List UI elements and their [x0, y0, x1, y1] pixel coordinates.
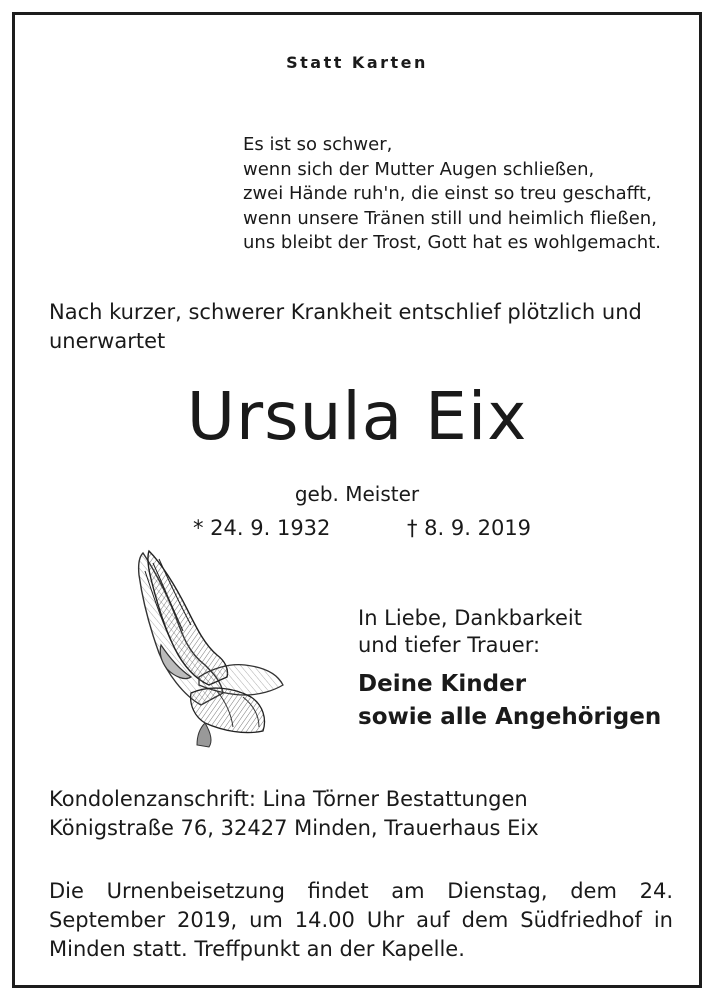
praying-hands-icon: [113, 545, 293, 750]
poem-line: zwei Hände ruh'n, die einst so treu geschafft,: [243, 183, 652, 204]
poem-line: uns bleibt der Trost, Gott hat es wohlgemacht.: [243, 232, 661, 253]
mourning-text: [358, 605, 698, 659]
mourning-line: und tiefer Trauer:: [358, 633, 541, 657]
intro-text: Nach kurzer, schwerer Krankheit entschlief plötzlich und unerwartet: [49, 300, 642, 353]
burial-info: Die Urnenbeisetzung findet am Dienstag, dem 24. September 2019, um 14.00 Uhr auf dem Südfriedhof in Minden statt. Treffpunkt an der Kapelle.: [49, 879, 673, 961]
poem-line: Es ist so schwer,: [243, 134, 393, 155]
poem-line: wenn sich der Mutter Augen schließen,: [243, 158, 595, 180]
poem-line: wenn unsere Tränen still und heimlich fließen,: [243, 207, 657, 229]
contact-line: Königstraße 76, 32427 Minden, Trauerhaus Eix: [49, 816, 539, 840]
header-statt-karten: Statt Karten: [286, 53, 428, 72]
death-date: † 8. 9. 2019: [407, 516, 532, 540]
mourning-line: In Liebe, Dankbarkeit: [358, 606, 582, 630]
condolence-address: [49, 785, 689, 843]
family-line: Deine Kinder: [358, 671, 527, 697]
obituary-card: [12, 12, 702, 988]
family-signature: [358, 668, 698, 734]
contact-line: Kondolenzanschrift: Lina Törner Bestattungen: [49, 787, 528, 811]
family-line: sowie alle Angehörigen: [358, 704, 662, 730]
poem: [243, 133, 693, 256]
deceased-name: Ursula Eix: [186, 378, 528, 455]
birth-date: * 24. 9. 1932: [193, 516, 331, 540]
maiden-name: geb. Meister: [294, 482, 420, 506]
